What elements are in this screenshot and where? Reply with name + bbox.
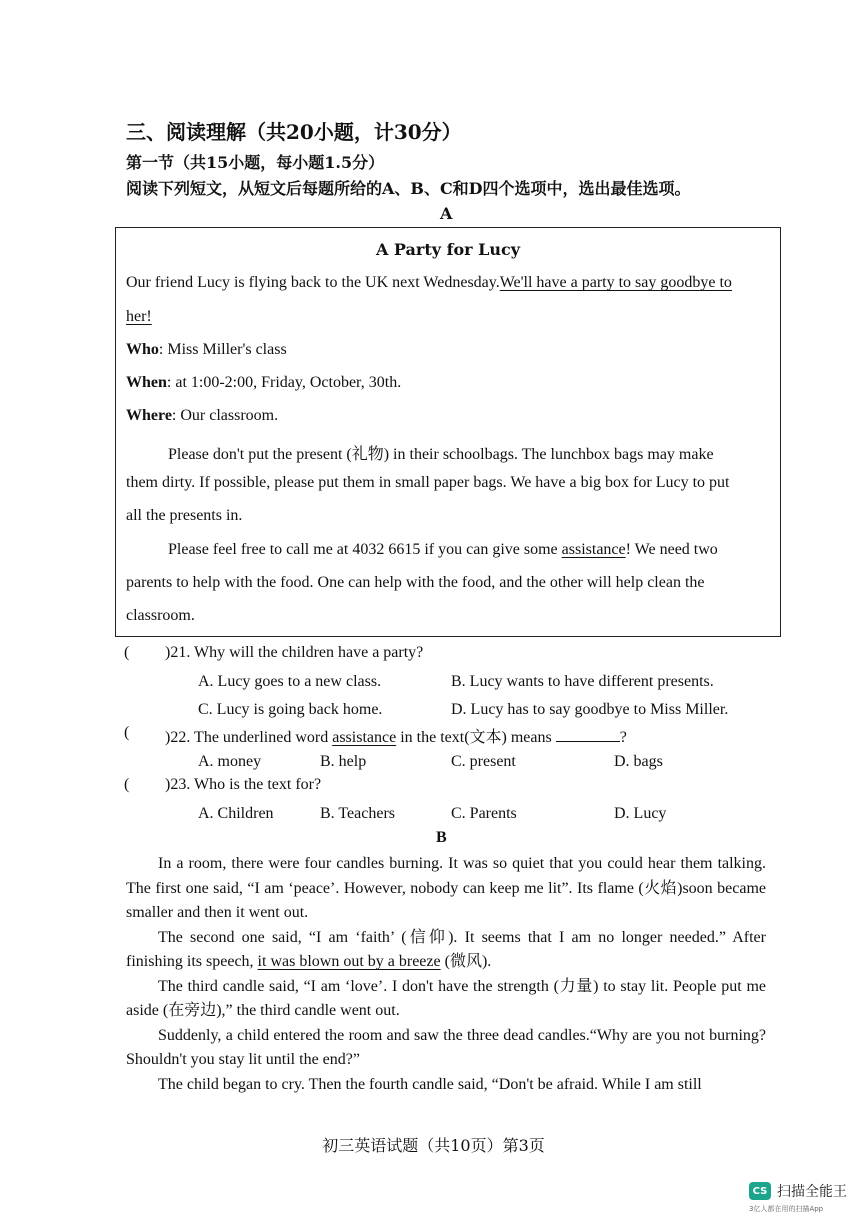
underlined-sentence: We'll have a party to say goodbye to xyxy=(499,274,732,291)
paragraph-2-line-2: parents to help with the food. One can help with the food, and the other will help clean the xyxy=(126,574,705,591)
watermark-name: 扫描全能王 xyxy=(777,1184,847,1200)
part-title: 第一节（共15小题，每小题1.5分） xyxy=(126,153,385,172)
q21-option-b: B. Lucy wants to have different presents. xyxy=(451,673,714,690)
section-title: 三、阅读理解（共20小题，计30分） xyxy=(126,120,462,144)
paragraph-1-line-2: them dirty. If possible, please put them in small paper bags. We have a big box for Lucy to put xyxy=(126,474,730,491)
passage-a-letter: A xyxy=(440,204,453,223)
q23-option-d: D. Lucy xyxy=(614,805,667,822)
passage-a-line2: her! xyxy=(126,308,152,325)
paragraph-2-line-3: classroom. xyxy=(126,607,195,624)
q22-paren: ( xyxy=(124,724,130,741)
passage-a-title: A Party for Lucy xyxy=(375,240,521,259)
when-line: When: at 1:00-2:00, Friday, October, 30th. xyxy=(126,374,402,391)
q23-option-a: A. Children xyxy=(198,805,274,822)
watermark-tagline: 3亿人都在用的扫描App xyxy=(749,1205,824,1213)
passage-a-box xyxy=(115,227,781,637)
passage-b-letter: B xyxy=(436,829,447,846)
passage-b-paragraph-4: Suddenly, a child entered the room and saw the three dead candles.“Why are you not burning? Shouldn't you stay lit until the end?” xyxy=(126,1026,766,1068)
q21-option-d: D. Lucy has to say goodbye to Miss Miller. xyxy=(451,701,729,718)
q23-option-b: B. Teachers xyxy=(320,805,395,822)
q21-option-a: A. Lucy goes to a new class. xyxy=(198,673,382,690)
q21-stem: )21. Why will the children have a party? xyxy=(165,644,424,661)
underlined-word: assistance xyxy=(561,541,626,558)
q22-option-d: D. bags xyxy=(614,753,663,770)
page-footer: 初三英语试题（共10页）第3页 xyxy=(322,1136,545,1155)
passage-b-paragraph-5: The child began to cry. Then the fourth candle said, “Don't be afraid. While I am still xyxy=(158,1075,702,1093)
passage-a-line1: Our friend Lucy is flying back to the UK next Wednesday.We'll have a party to say goodbye to xyxy=(126,274,732,291)
instruction: 阅读下列短文，从短文后每题所给的A、B、C和D四个选项中，选出最佳选项。 xyxy=(126,179,691,198)
passage-b-paragraph-2: The second one said, “I am ‘faith’ (信仰). It seems that I am no longer needed.” After finishing its speech, it was blown out by a breeze (微风). xyxy=(126,928,766,970)
camscanner-logo-icon: CS xyxy=(749,1182,771,1200)
q22-option-b: B. help xyxy=(320,753,367,770)
scanner-watermark xyxy=(749,1181,847,1201)
q21-option-c: C. Lucy is going back home. xyxy=(198,701,383,718)
passage-b xyxy=(126,852,766,1097)
passage-b-paragraph-3: The third candle said, “I am ‘love’. I don't have the strength (力量) to stay lit. People put me aside (在旁边),” the third candle went out. xyxy=(126,977,766,1019)
paragraph-1-line-1: Please don't put the present (礼物) in their schoolbags. The lunchbox bags may make xyxy=(168,446,714,463)
q22-option-a: A. money xyxy=(198,753,262,770)
q22-stem: )22. The underlined word assistance in the text(文本) means ? xyxy=(165,729,627,746)
underlined-phrase: it was blown out by a breeze xyxy=(257,953,441,970)
who-line: Who: Miss Miller's class xyxy=(126,341,287,358)
q23-stem: )23. Who is the text for? xyxy=(165,776,322,793)
where-line: Where: Our classroom. xyxy=(126,407,279,424)
passage-b-paragraph-1: In a room, there were four candles burning. It was so quiet that you could hear them talking. The first one said, “I am ‘peace’. However, nobody can keep me lit”. Its flame (火焰)soon became smaller and then it went out. xyxy=(126,855,766,921)
answer-blank xyxy=(556,727,620,742)
q23-option-c: C. Parents xyxy=(451,805,517,822)
paragraph-1-line-3: all the presents in. xyxy=(126,507,243,524)
q22-option-c: C. present xyxy=(451,753,516,770)
paragraph-2-line-1: Please feel free to call me at 4032 6615 if you can give some assistance! We need two xyxy=(168,541,718,558)
q21-paren: ( xyxy=(124,644,130,661)
q23-paren: ( xyxy=(124,776,130,793)
